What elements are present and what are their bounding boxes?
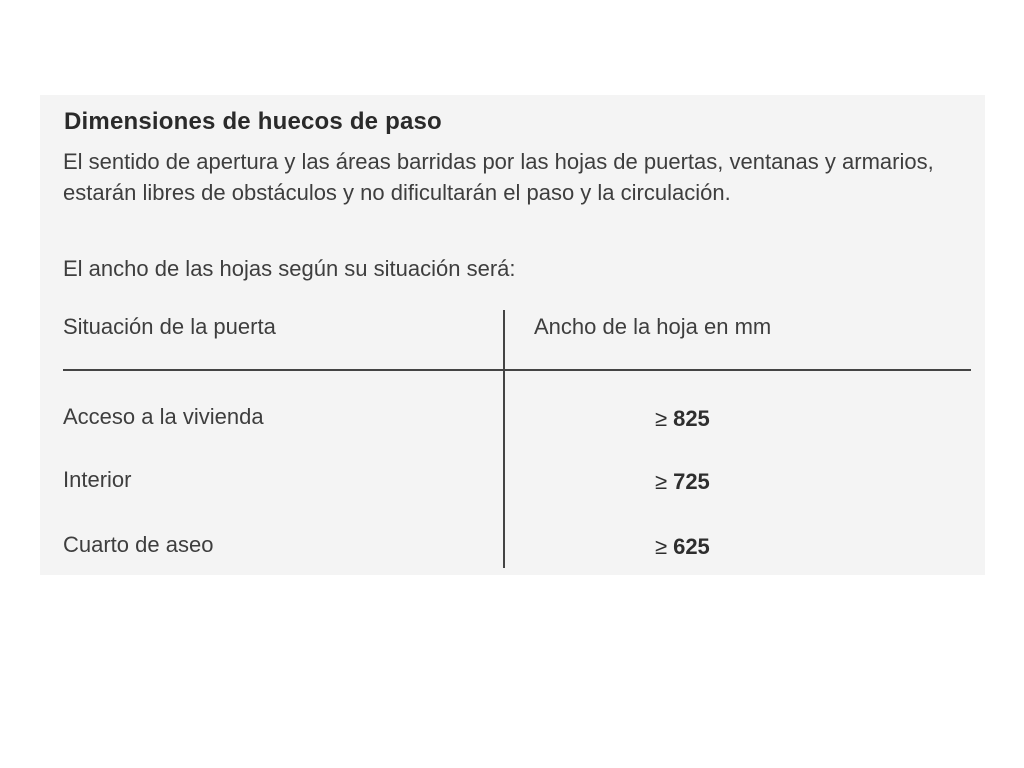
section-heading: Dimensiones de huecos de paso (64, 108, 442, 135)
width-value: 625 (673, 534, 710, 559)
table-header-rule (63, 369, 971, 371)
paragraph-leaf-width-intro: El ancho de las hojas según su situación será: (63, 256, 516, 281)
table-cell-ancho (655, 534, 710, 560)
table-column-divider (503, 310, 505, 568)
greater-equal-symbol: ≥ (655, 534, 668, 559)
table-cell-situacion: Acceso a la vivienda (63, 404, 264, 429)
table-cell-situacion: Cuarto de aseo (63, 532, 214, 557)
paragraph-opening-direction: El sentido de apertura y las áreas barridas por las hojas de puertas, ventanas y armarios, estarán libres de obstáculos y no dificultarán el paso y la circulación. (63, 149, 934, 205)
table-cell-ancho (655, 406, 710, 432)
table-cell-situacion: Interior (63, 467, 132, 492)
width-value: 825 (673, 406, 710, 431)
table-header-ancho: Ancho de la hoja en mm (534, 314, 772, 339)
greater-equal-symbol: ≥ (655, 469, 668, 494)
table-cell-ancho (655, 469, 710, 495)
width-value: 725 (673, 469, 710, 494)
greater-equal-symbol: ≥ (655, 406, 668, 431)
table-header-situacion: Situación de la puerta (63, 314, 276, 339)
